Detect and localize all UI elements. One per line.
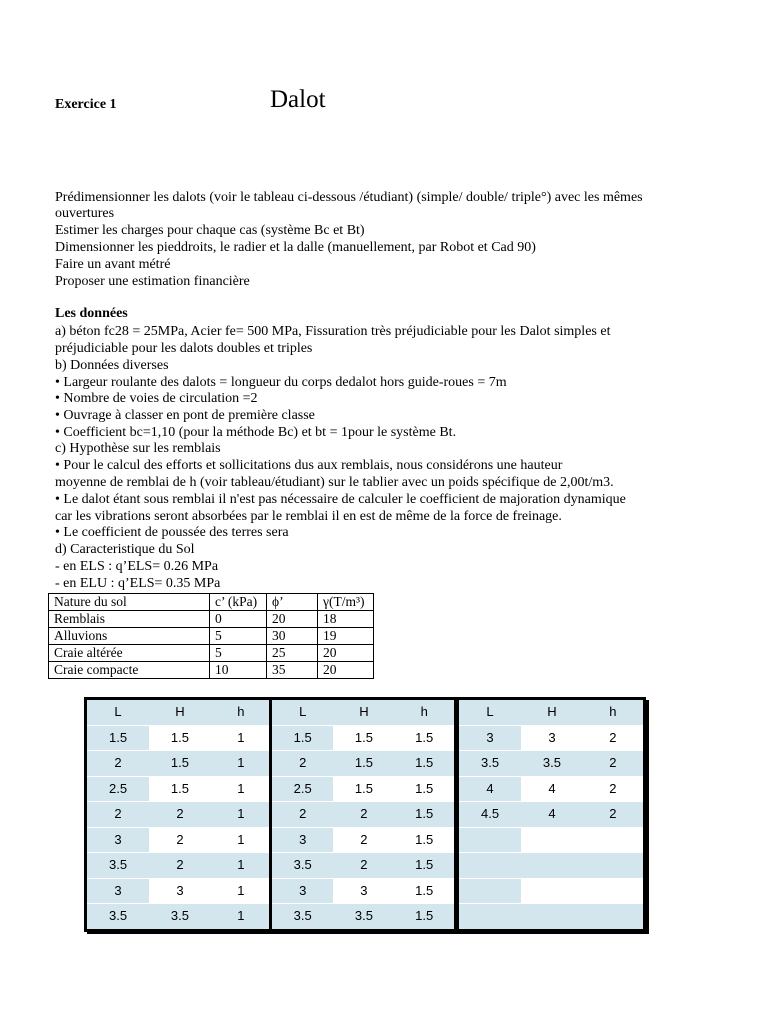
intro-line: Estimer les charges pour chaque cas (système Bc et Bt) (55, 223, 365, 238)
dimension-cell: 3.5 (458, 751, 522, 777)
dimension-cell (458, 827, 522, 853)
dimension-row (271, 776, 456, 802)
dimension-row (86, 776, 273, 802)
dimension-cell: 3.5 (86, 904, 150, 931)
dimension-row (271, 725, 456, 751)
soil-table-row (49, 662, 374, 679)
dimension-cell (583, 878, 645, 904)
dimension-cell: 3 (86, 827, 150, 853)
dimension-row (86, 904, 273, 931)
dimension-cell: 3 (333, 878, 394, 904)
data-line: b) Données diverses (55, 358, 169, 373)
dimension-row (271, 827, 456, 853)
dimension-cell (583, 827, 645, 853)
intro-line: ouvertures (55, 206, 115, 221)
data-line: moyenne de remblai de h (voir tableau/étudiant) sur le tablier avec un poids spécifique de 2,00t/m3. (55, 475, 614, 490)
dimension-cell (521, 904, 583, 931)
dimension-row (458, 904, 645, 931)
dimension-cell: 1 (211, 725, 273, 751)
dimension-header-cell: h (583, 699, 645, 726)
dimension-row (86, 827, 273, 853)
dimension-cell: 2 (271, 751, 334, 777)
dimension-cell (458, 853, 522, 879)
dimension-table-simple (84, 697, 274, 932)
dimension-cell: 1.5 (86, 725, 150, 751)
intro-line: Proposer une estimation financière (55, 274, 250, 289)
dimension-header-row (458, 699, 645, 726)
soil-header-cell: ϕ’ (267, 594, 318, 611)
dimension-cell: 2.5 (86, 776, 150, 802)
intro-line: Faire un avant métré (55, 257, 171, 272)
dimension-header-cell: L (86, 699, 150, 726)
soil-table-row (49, 628, 374, 645)
dimension-cell (583, 904, 645, 931)
dimension-cell: 1.5 (394, 827, 455, 853)
dimension-row (271, 853, 456, 879)
dimension-cell: 1.5 (149, 776, 211, 802)
soil-header-cell: γ(T/m³) (318, 594, 374, 611)
dimension-row (458, 776, 645, 802)
soil-cell: 20 (267, 611, 318, 628)
dimension-row (86, 802, 273, 828)
data-line: d) Caracteristique du Sol (55, 542, 195, 557)
soil-cell: 18 (318, 611, 374, 628)
data-line: • Nombre de voies de circulation =2 (55, 391, 258, 406)
dimension-cell (583, 853, 645, 879)
data-line: • Le dalot étant sous remblai il n'est pas nécessaire de calculer le coefficient de majoration dynamique (55, 492, 626, 507)
dimension-cell: 2.5 (271, 776, 334, 802)
dimension-cell: 2 (86, 751, 150, 777)
dimension-cell: 3 (458, 725, 522, 751)
dimension-header-row (86, 699, 273, 726)
dimension-table-double (269, 697, 457, 932)
data-line: a) béton fc28 = 25MPa, Acier fe= 500 MPa, Fissuration très préjudiciable pour les Dalot simples et (55, 324, 611, 339)
dimension-row (86, 878, 273, 904)
dimension-header-cell: H (521, 699, 583, 726)
dimension-cell: 1 (211, 802, 273, 828)
dimension-cell: 1 (211, 878, 273, 904)
dimension-cell (458, 878, 522, 904)
dimension-header-cell: L (271, 699, 334, 726)
soil-table-row (49, 645, 374, 662)
dimension-cell: 2 (333, 853, 394, 879)
data-line: • Largeur roulante des dalots = longueur du corps dedalot hors guide-roues = 7m (55, 375, 507, 390)
data-line: • Le coefficient de poussée des terres sera (55, 525, 289, 540)
dimension-cell: 1.5 (149, 751, 211, 777)
dimension-cell: 3 (149, 878, 211, 904)
document-title: Dalot (270, 86, 326, 113)
dimension-cell: 2 (583, 776, 645, 802)
dimension-cell: 3.5 (521, 751, 583, 777)
dimension-cell: 2 (583, 802, 645, 828)
soil-cell: 25 (267, 645, 318, 662)
data-line: c) Hypothèse sur les remblais (55, 441, 221, 456)
dimension-header-cell: H (149, 699, 211, 726)
soil-cell: 20 (318, 645, 374, 662)
dimension-row (86, 751, 273, 777)
dimension-cell: 1.5 (333, 776, 394, 802)
data-heading: Les données (55, 306, 128, 321)
dimension-cell: 4 (521, 802, 583, 828)
dimension-cell: 2 (583, 751, 645, 777)
dimension-cell: 1.5 (333, 725, 394, 751)
dimension-cell: 1.5 (394, 878, 455, 904)
dimension-cell: 3.5 (333, 904, 394, 931)
dimension-header-row (271, 699, 456, 726)
dimension-row (271, 878, 456, 904)
dimension-cell: 3 (86, 878, 150, 904)
dimension-row (271, 751, 456, 777)
dimension-cell: 1 (211, 776, 273, 802)
data-line: - en ELS : q’ELS= 0.26 MPa (55, 559, 219, 574)
dimension-cell: 1 (211, 751, 273, 777)
dimension-row (458, 827, 645, 853)
dimension-cell: 2 (333, 827, 394, 853)
dimension-cell: 3 (271, 878, 334, 904)
data-line: car les vibrations seront absorbées par le remblai il en est de même de la force de freinage. (55, 509, 562, 524)
dimension-cell: 1 (211, 827, 273, 853)
dimension-header-cell: L (458, 699, 522, 726)
soil-cell: 10 (210, 662, 267, 679)
dimension-cell (521, 827, 583, 853)
soil-cell: 5 (210, 645, 267, 662)
dimension-cell: 4 (521, 776, 583, 802)
exercise-label: Exercice 1 (55, 97, 117, 112)
soil-cell: Alluvions (49, 628, 210, 645)
dimension-cell (458, 904, 522, 931)
dimension-cell (521, 878, 583, 904)
dimension-cell: 1.5 (333, 751, 394, 777)
dimension-cell: 1.5 (394, 751, 455, 777)
dimension-cell: 1.5 (394, 776, 455, 802)
intro-line: Dimensionner les pieddroits, le radier et la dalle (manuellement, par Robot et Cad 90) (55, 240, 536, 255)
soil-cell: Craie compacte (49, 662, 210, 679)
soil-table (48, 593, 374, 679)
soil-header-cell: c’ (kPa) (210, 594, 267, 611)
dimension-cell: 1 (211, 904, 273, 931)
dimension-cell: 3.5 (271, 904, 334, 931)
dimension-cell: 1.5 (394, 853, 455, 879)
data-line: - en ELU : q’ELS= 0.35 MPa (55, 576, 221, 591)
dimension-table-triple (456, 697, 646, 932)
soil-cell: 35 (267, 662, 318, 679)
dimension-cell: 1.5 (271, 725, 334, 751)
data-line: préjudiciable pour les dalots doubles et triples (55, 341, 313, 356)
dimension-cell: 1.5 (394, 725, 455, 751)
dimension-cell (521, 853, 583, 879)
soil-cell: 30 (267, 628, 318, 645)
dimension-cell: 3.5 (271, 853, 334, 879)
dimension-row (271, 802, 456, 828)
intro-line: Prédimensionner les dalots (voir le tableau ci-dessous /étudiant) (simple/ double/ triple°) avec les mêmes (55, 190, 643, 205)
data-line: • Ouvrage à classer en pont de première classe (55, 408, 315, 423)
soil-cell: 19 (318, 628, 374, 645)
dimension-header-cell: h (394, 699, 455, 726)
dimension-cell: 2 (149, 802, 211, 828)
dimension-row (458, 853, 645, 879)
dimension-cell: 2 (271, 802, 334, 828)
soil-cell: 0 (210, 611, 267, 628)
dimension-cell: 1.5 (394, 802, 455, 828)
dimension-cell: 4 (458, 776, 522, 802)
dimension-cell: 2 (149, 853, 211, 879)
dimension-cell: 1 (211, 853, 273, 879)
soil-table-header-row (49, 594, 374, 611)
dimension-header-cell: H (333, 699, 394, 726)
dimension-row (458, 878, 645, 904)
dimension-cell: 3.5 (149, 904, 211, 931)
dimension-cell: 1.5 (149, 725, 211, 751)
dimension-row (458, 751, 645, 777)
dimension-cell: 4.5 (458, 802, 522, 828)
dimension-row (458, 802, 645, 828)
dimension-cell: 3 (521, 725, 583, 751)
dimension-row (458, 725, 645, 751)
soil-cell: 20 (318, 662, 374, 679)
dimension-cell: 2 (149, 827, 211, 853)
dimension-row (271, 904, 456, 931)
dimension-cell: 3.5 (86, 853, 150, 879)
dimension-row (86, 853, 273, 879)
dimension-cell: 2 (583, 725, 645, 751)
dimension-cell: 2 (333, 802, 394, 828)
soil-header-cell: Nature du sol (49, 594, 210, 611)
data-line: • Coefficient bc=1,10 (pour la méthode Bc) et bt = 1pour le système Bt. (55, 425, 457, 440)
data-line: • Pour le calcul des efforts et sollicitations dus aux remblais, nous considérons une hauteur (55, 458, 563, 473)
dimension-row (86, 725, 273, 751)
dimension-cell: 1.5 (394, 904, 455, 931)
soil-cell: Remblais (49, 611, 210, 628)
dimension-header-cell: h (211, 699, 273, 726)
soil-table-row (49, 611, 374, 628)
dimension-cell: 3 (271, 827, 334, 853)
soil-cell: 5 (210, 628, 267, 645)
dimension-cell: 2 (86, 802, 150, 828)
soil-cell: Craie altérée (49, 645, 210, 662)
